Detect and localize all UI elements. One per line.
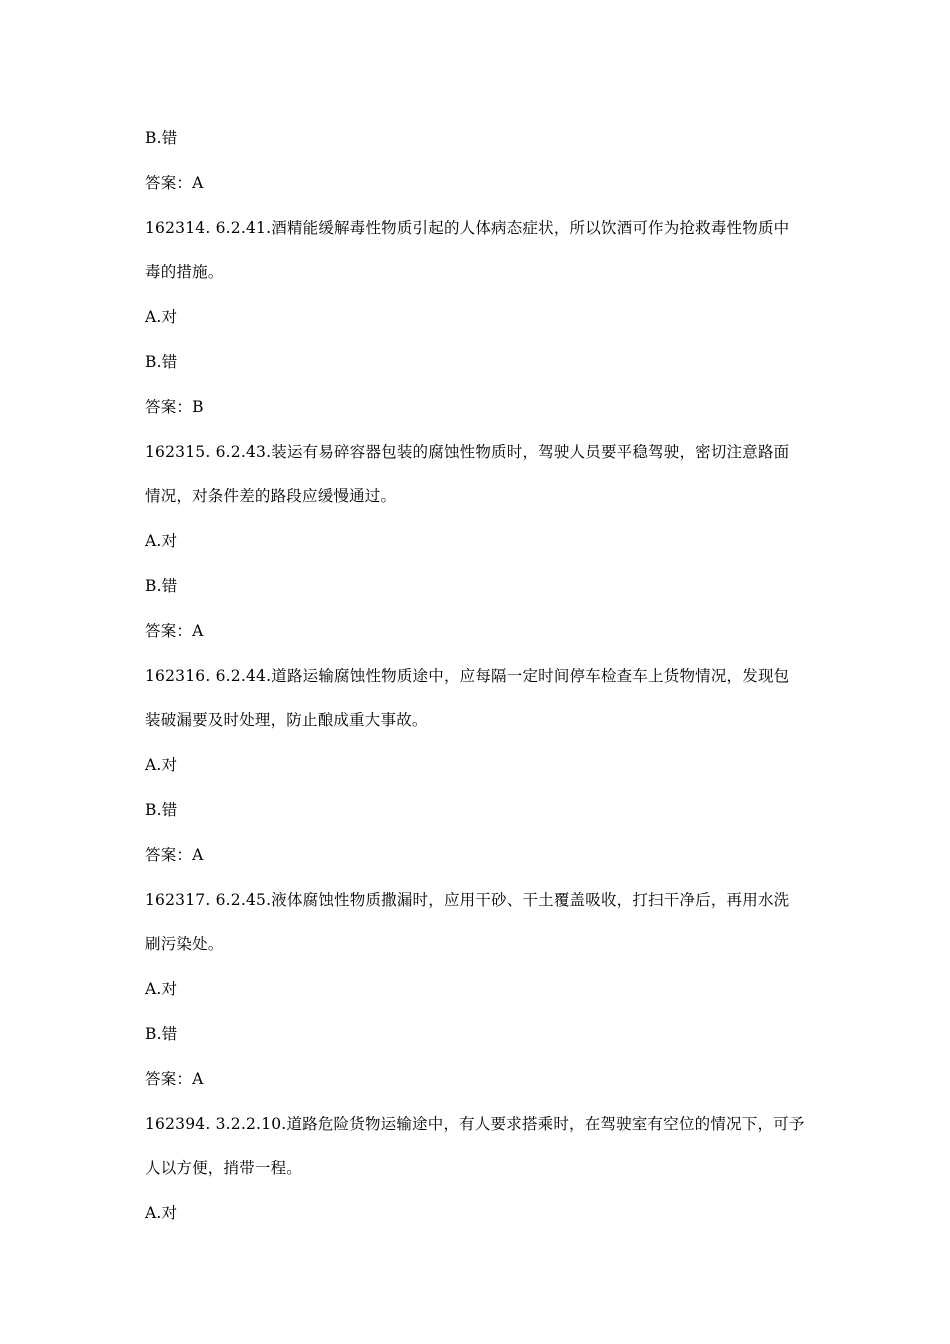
- option-b: B.错: [145, 352, 178, 371]
- answer-line: 答案：A: [145, 1069, 204, 1088]
- question-162316-line-2: 装破漏要及时处理，防止酿成重大事故。: [145, 711, 428, 730]
- option-a: A.对: [145, 980, 178, 999]
- question-162314-line-2: 毒的措施。: [145, 263, 224, 282]
- answer-line: 答案：A: [145, 845, 204, 864]
- document-body: [145, 116, 815, 1236]
- option-b: B.错: [145, 576, 178, 595]
- option-a: A.对: [145, 1204, 178, 1223]
- answer-line: 答案：A: [145, 621, 204, 640]
- option-b: B.错: [145, 1024, 178, 1043]
- question-162315-line-2: 情况，对条件差的路段应缓慢通过。: [145, 487, 397, 506]
- question-162316-line-1: 162316. 6.2.44.道路运输腐蚀性物质途中，应每隔一定时间停车检查车上货物情况，发现包: [145, 666, 790, 685]
- answer-line: 答案：B: [145, 397, 204, 416]
- option-b: B.错: [145, 800, 178, 819]
- question-162317-line-2: 刷污染处。: [145, 935, 224, 954]
- option-a: A.对: [145, 308, 178, 327]
- option-b: B.错: [145, 129, 178, 147]
- question-162394-line-2: 人以方便，捎带一程。: [145, 1159, 303, 1178]
- question-162394-line-1: 162394. 3.2.2.10.道路危险货物运输途中，有人要求搭乘时，在驾驶室有空位的情况下，可予: [145, 1114, 805, 1133]
- option-a: A.对: [145, 532, 178, 551]
- option-a: A.对: [145, 756, 178, 775]
- question-162314-line-1: 162314. 6.2.41.酒精能缓解毒性物质引起的人体病态症状，所以饮酒可作为抢救毒性物质中: [145, 218, 790, 237]
- answer-line: 答案：A: [145, 173, 204, 192]
- question-162317-line-1: 162317. 6.2.45.液体腐蚀性物质撒漏时，应用干砂、干土覆盖吸收，打扫干净后，再用水洗: [145, 890, 790, 909]
- question-162315-line-1: 162315. 6.2.43.装运有易碎容器包装的腐蚀性物质时，驾驶人员要平稳驾驶，密切注意路面: [145, 442, 790, 461]
